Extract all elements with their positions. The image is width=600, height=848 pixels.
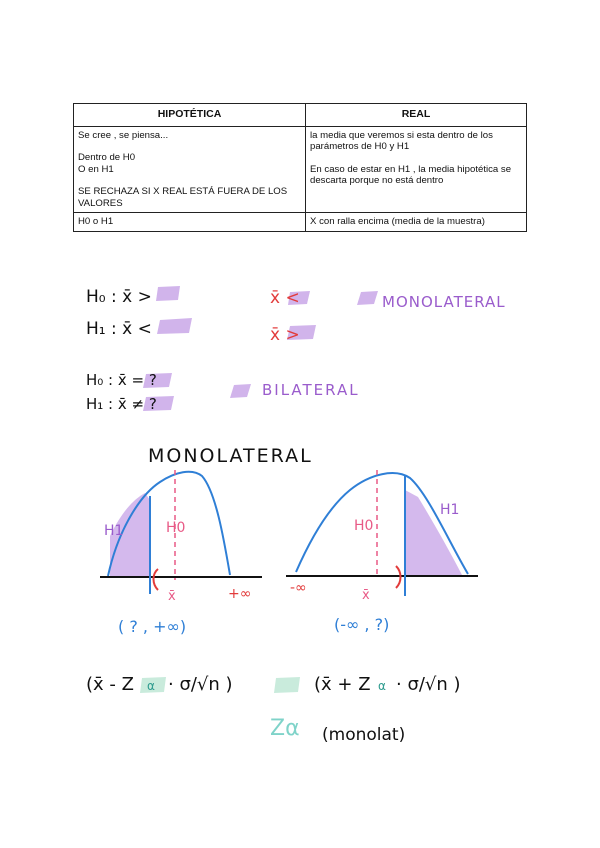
right-h1-label: H1 [440,502,460,518]
note-alt-gt: x̄ > [270,325,300,345]
cell-text: X con ralla encima (media de la muestra) [310,216,485,227]
left-h0-label: H0 [166,520,186,536]
z-alpha-note: (monolat) [322,725,406,745]
highlight-mark [156,286,180,301]
z-alpha-symbol: Zα [270,716,300,741]
tag-monolateral: MONOLATERAL [382,293,506,311]
left-xbar-label: x̄ [168,589,176,604]
note-h1-bi: H₁ : x̄ ≠ ? [86,395,157,413]
right-normal-curve [286,470,478,596]
header-hipotetica: HIPOTÉTICA [74,104,306,127]
highlight-mark [157,318,192,334]
cell-text: H0 o H1 [78,216,114,227]
tag-bilateral: BILATERAL [262,381,360,399]
left-interval: ( ? , +∞) [118,617,187,636]
highlight-mark [357,291,378,305]
right-formula-alpha: α [378,679,386,693]
right-xbar-label: x̄ [362,588,370,603]
right-formula-start: (x̄ + Z [314,674,371,695]
open-bracket [154,569,159,590]
highlight-mark [274,677,300,693]
right-interval: (-∞ , ?) [334,615,390,634]
header-real: REAL [306,104,527,127]
left-h1-label: H1 [104,523,124,539]
note-h0-bi: H₀ : x̄ = ? [86,371,157,389]
section-title: MONOLATERAL [148,445,313,467]
cell-text: Se cree , se piensa... [78,129,169,141]
note-alt-lt: x̄ < [270,288,300,308]
left-plus-inf: +∞ [228,586,252,602]
cell-text: En caso de estar en H1 , la media hipotética se descarta porque no está dentro [310,163,512,186]
left-formula-start: (x̄ - Z [86,674,134,695]
cell-text: Dentro de H0 O en H1 [78,152,136,175]
right-formula-end: · σ/√n ) [396,674,461,695]
note-h0-mono: H₀ : x̄ > [86,287,152,307]
cell-text: la media que veremos si esta dentro de los parámetros de H0 y H1 [310,129,493,152]
right-h0-label: H0 [354,518,374,534]
left-formula-end: · σ/√n ) [168,674,233,695]
left-formula-alpha: α [147,679,155,693]
note-h1-mono: H₁ : x̄ < [86,319,152,339]
highlight-mark [230,384,251,398]
cell-text: SE RECHAZA SI X REAL ESTÁ FUERA DE LOS VALORES [78,186,288,209]
right-minus-inf: -∞ [290,580,307,596]
